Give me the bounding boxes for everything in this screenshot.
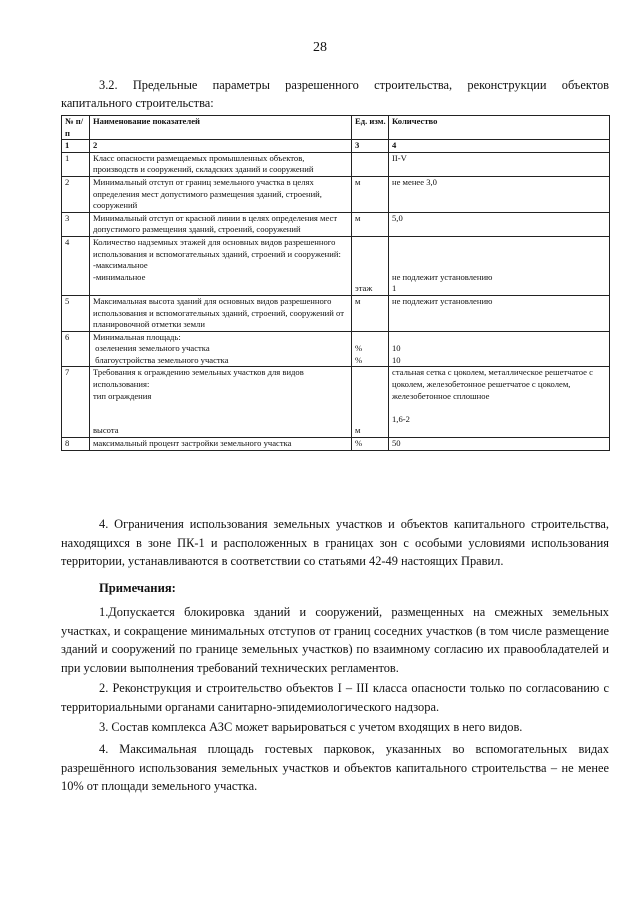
row-name-max: -максимальное: [93, 260, 148, 271]
paragraph-restrictions: 4. Ограничения использования земельных участков и объектов капитального строительства, находящихся в зоне ПК-1 и расположенных в границах зон с особыми условиями использования территории, устанавливаются в соответствии со статьями 42-49 настоящих Правил.: [61, 517, 609, 568]
row-number: 3: [62, 212, 90, 236]
column-number: 2: [90, 140, 352, 153]
table-row: [62, 295, 610, 331]
row-qty-fence-height: 1,6-2: [392, 413, 410, 424]
row-unit: [352, 331, 389, 367]
row-unit: [352, 367, 389, 438]
note-item: 3. Состав комплекса АЗС может варьироваться с учетом входящих в него видов.: [99, 720, 523, 734]
row-number: 4: [62, 236, 90, 295]
row-unit-height: м: [355, 425, 361, 436]
column-number: 4: [389, 140, 610, 153]
row-quantity: II-V: [389, 152, 610, 176]
row-name-main: Минимальная площадь:: [93, 331, 181, 342]
row-name-min: -минимальное: [93, 271, 146, 282]
row-unit-a: %: [355, 343, 363, 354]
header-quantity: Количество: [389, 116, 610, 140]
row-quantity: 50: [389, 438, 610, 451]
row-qty-min: 1: [392, 283, 397, 294]
column-number: 1: [62, 140, 90, 153]
row-name-fence-type: тип ограждения: [93, 390, 152, 401]
column-number: 3: [352, 140, 389, 153]
row-unit: [352, 236, 389, 295]
row-number: 1: [62, 152, 90, 176]
parameters-table: [61, 115, 610, 451]
row-number: 2: [62, 176, 90, 212]
row-name: Минимальный отступ от красной линии в целях определения мест допустимого размещения зданий, строений, сооружений: [90, 212, 352, 236]
row-quantity: [389, 236, 610, 295]
row-quantity: не менее 3,0: [389, 176, 610, 212]
page-number: 28: [313, 40, 327, 55]
header-number: № п/п: [62, 116, 90, 140]
row-qty-fence-type: стальная сетка с цоколем, металлическое решетчатое с цоколем, железобетонное решетчатое с цоколем, железобетонное сплошное: [392, 367, 593, 401]
row-unit: м: [352, 295, 389, 331]
note-item: 4. Максимальная площадь гостевых парковок, указанных во вспомогательных видах разрешённого использования земельных участков и объектов капитального строительства – не менее 10% от площади земельного участка.: [61, 742, 609, 793]
row-name-landscaping: благоустройства земельного участка: [95, 354, 229, 365]
row-name: Максимальная высота зданий для основных видов разрешенного использования и вспомогательных зданий, строений, сооружений от планировочной отметки земли: [90, 295, 352, 331]
row-unit: [352, 152, 389, 176]
header-unit: Ед. изм.: [352, 116, 389, 140]
note-item: 1.Допускается блокировка зданий и сооружений, размещенных на смежных земельных участках, и сокращение минимальных отступов от границ соседних участков (в том числе размещение зданий и сооружений по границе земельных участков) по взаимному согласию их правообладателей и при условии выполнения требований технических регламентов.: [61, 605, 609, 675]
header-name: Наименование показателей: [90, 116, 352, 140]
row-unit: %: [352, 438, 389, 451]
row-unit-b: %: [355, 354, 363, 365]
notes-title: Примечания:: [99, 581, 176, 595]
row-number: 6: [62, 331, 90, 367]
row-unit-floor: этаж: [355, 283, 373, 294]
row-quantity: [389, 331, 610, 367]
table-row: [62, 152, 610, 176]
row-qty-max: не подлежит установлению: [392, 271, 493, 282]
row-number: 5: [62, 295, 90, 331]
table-header-row: [62, 116, 610, 140]
section-heading: 3.2. Предельные параметры разрешенного строительства, реконструкции объектов капитального строительства:: [61, 78, 609, 110]
row-quantity: [389, 367, 610, 438]
row-name-main: Требования к ограждению земельных участков для видов использования:: [93, 367, 304, 390]
table-row: [62, 331, 610, 367]
row-qty-b: 10: [392, 354, 401, 365]
row-qty-a: 10: [392, 343, 401, 354]
row-quantity: 5,0: [389, 212, 610, 236]
row-name-fence-height: высота: [93, 425, 119, 436]
row-name: максимальный процент застройки земельного участка: [90, 438, 352, 451]
table-row: [62, 212, 610, 236]
row-name: Класс опасности размещаемых промышленных объектов, производств и сооружений, складских зданий и сооружений: [90, 152, 352, 176]
row-name: [90, 367, 352, 438]
row-unit: м: [352, 176, 389, 212]
row-quantity: не подлежит установлению: [389, 295, 610, 331]
note-item: 2. Реконструкция и строительство объектов I – III класса опасности только по согласованию с территориальными органами санитарно-эпидемиологического надзора.: [61, 681, 609, 714]
row-unit: м: [352, 212, 389, 236]
row-name: [90, 331, 352, 367]
row-name-main: Количество надземных этажей для основных видов разрешенного использования и вспомогательных зданий, строений и сооружений:: [93, 236, 341, 259]
row-name-greening: озеленения земельного участка: [95, 343, 210, 354]
row-name: Минимальный отступ от границ земельного участка в целях определения мест допустимого размещения зданий, строений, сооружений: [90, 176, 352, 212]
row-name: [90, 236, 352, 295]
row-number: 8: [62, 438, 90, 451]
table-row: [62, 176, 610, 212]
column-number-row: [62, 140, 610, 153]
row-number: 7: [62, 367, 90, 438]
table-row: [62, 438, 610, 451]
table-row: [62, 367, 610, 438]
table-row: [62, 236, 610, 295]
